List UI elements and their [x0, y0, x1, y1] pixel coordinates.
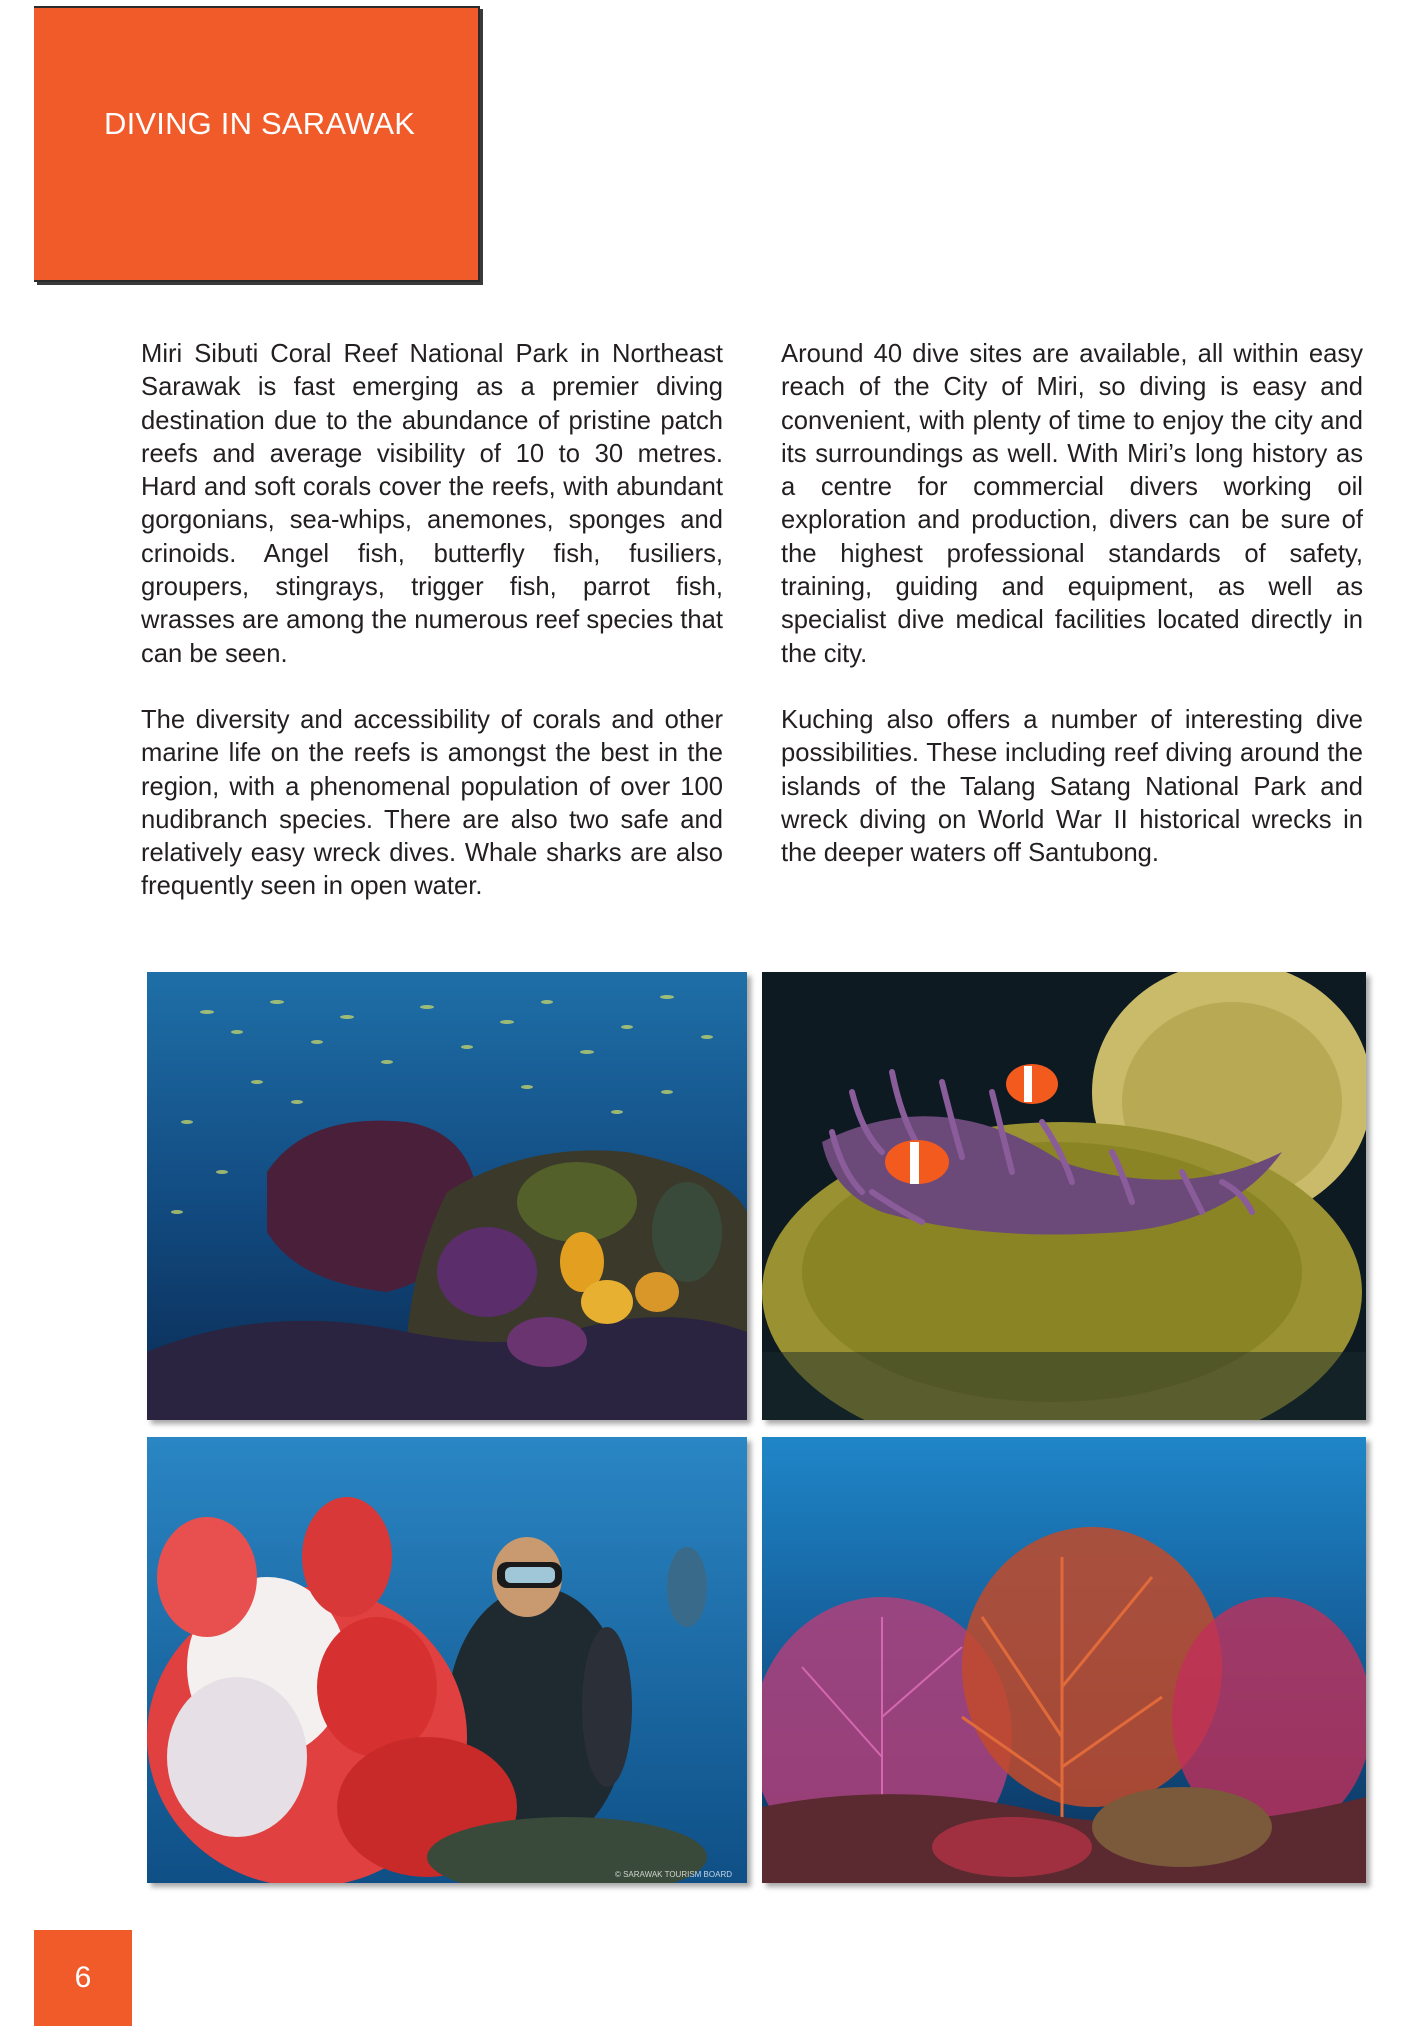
text-column-right — [781, 338, 1363, 903]
sea-fan-image — [762, 1437, 1366, 1883]
title-banner — [34, 6, 480, 282]
paragraph-dive-sites: Around 40 dive sites are available, all within easy reach of the City of Miri, so diving is easy and convenient, with plenty of time to enjoy the city and its surroundings as well. With Miri’s long history as a centre for commercial divers working oil exploration and production, divers can be sure of the highest professional standards of safety, training, guiding and equipment, as well as specialist dive medical facilities located directly in the city. — [781, 340, 1363, 668]
text-column-left — [141, 338, 723, 937]
photo-diver-soft-coral — [147, 1437, 747, 1883]
page-number: 6 — [74, 1961, 92, 1994]
diver-image — [147, 1437, 747, 1883]
page-number-box — [34, 1930, 132, 2026]
paragraph-miri-reef: Miri Sibuti Coral Reef National Park in Northeast Sarawak is fast emerging as a premier diving destination due to the abundance of pristine patch reefs and average visibility of 10 to 30 metres. Hard and soft corals cover the reefs, with abundant gorgonians, sea-whips, anemones, sponges and crinoids. Angel fish, butterfly fish, fusiliers, groupers, stingrays, trigger fish, parrot fish, wrasses are among the numerous reef species that can be seen. — [141, 340, 723, 668]
page-title: DIVING IN SARAWAK — [104, 106, 416, 141]
paragraph-kuching: Kuching also offers a number of interesting dive possibilities. These including reef diving around the islands of the Talang Satang National Park and wreck diving on World War II historical wrecks in the deeper waters off Santubong. — [781, 705, 1363, 868]
paragraph-diversity: The diversity and accessibility of corals and other marine life on the reefs is amongst the best in the region, with a phenomenal population of over 100 nudibranch species. There are also two safe and relatively easy wreck dives. Whale sharks are also frequently seen in open water. — [141, 705, 723, 901]
photo-anemone-clownfish — [762, 972, 1366, 1420]
anemone-image — [762, 972, 1366, 1420]
reef-fish-image — [147, 972, 747, 1420]
photo-sea-fans — [762, 1437, 1366, 1883]
photo-reef-fish-school — [147, 972, 747, 1420]
photo-credit: © SARAWAK TOURISM BOARD — [614, 1870, 732, 1879]
